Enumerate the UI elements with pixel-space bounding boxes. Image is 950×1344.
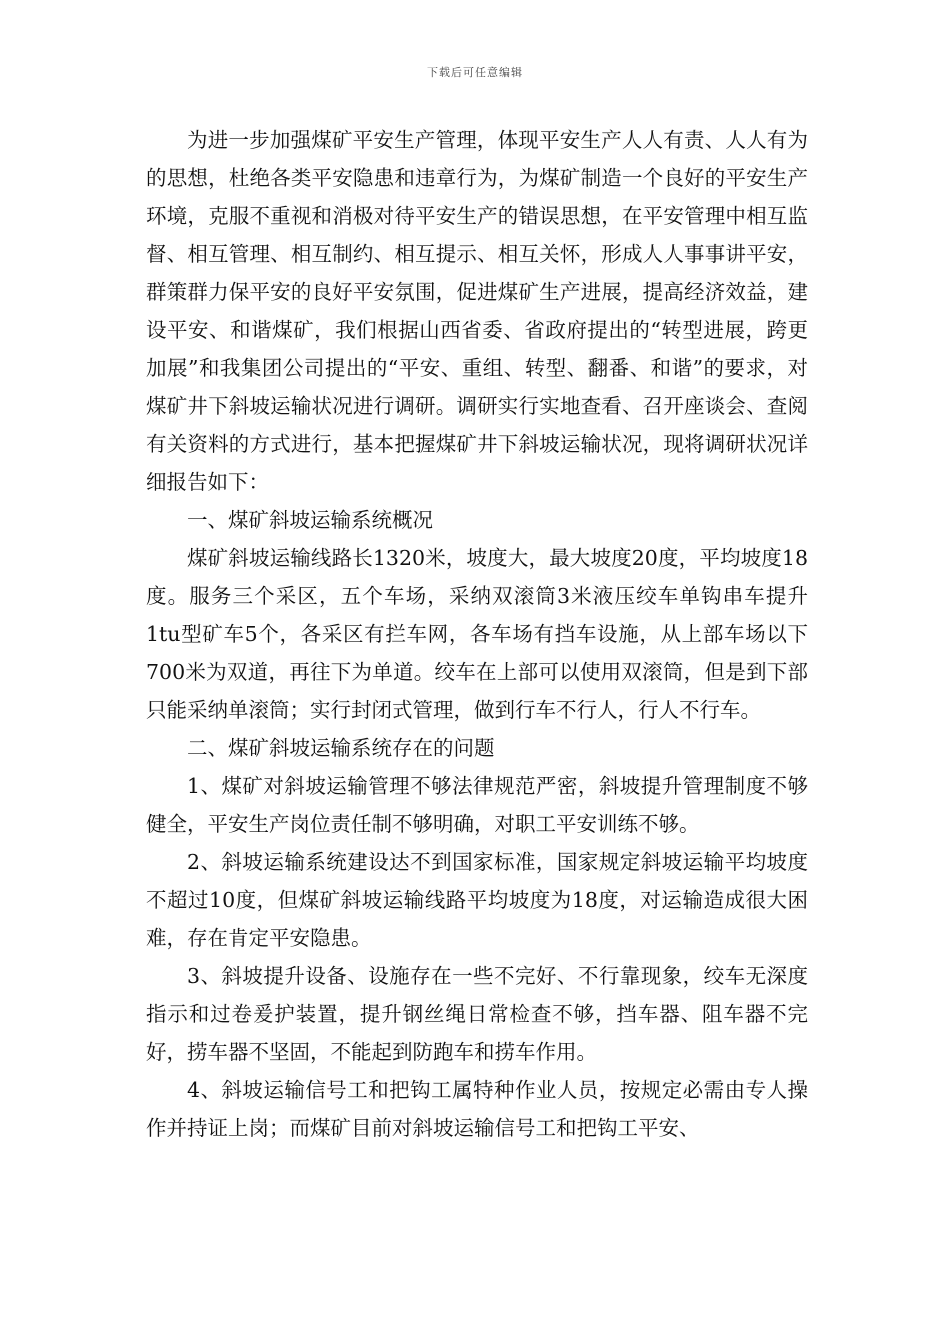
overview-paragraph: 煤矿斜坡运输线路长1320米，坡度大，最大坡度20度，平均坡度18度。服务三个采区，五个车场，采纳双滚筒3米液压绞车单钩串车提升1tu型矿车5个，各采区有拦车网，各车场有挡车设施，从上部车场以下700米为双道，再往下为单道。绞车在上部可以使用双滚筒，但是到下部只能采纳单滚筒；实行封闭式管理，做到行车不行人，行人不行车。 <box>146 546 808 722</box>
intro-paragraph: 为进一步加强煤矿平安生产管理，体现平安生产人人有责、人人有为的思想，杜绝各类平安隐患和违章行为，为煤矿制造一个良好的平安生产环境，克服不重视和消极对待平安生产的错误思想，在平安管理中相互监督、相互管理、相互制约、相互提示、相互关怀，形成人人事事讲平安，群策群力保平安的良好平安氛围，促进煤矿生产进展，提高经济效益，建设平安、和谐煤矿，我们根据山西省委、省政府提出的“转型进展，跨更加展”和我集团公司提出的“平安、重组、转型、翻番、和谐”的要求，对煤矿井下斜坡运输状况进行调研。调研实行实地查看、召开座谈会、查阅有关资料的方式进行，基本把握煤矿井下斜坡运输状况，现将调研状况详细报告如下： <box>146 128 808 494</box>
page-header-note: 下载后可任意编辑 <box>427 66 523 79</box>
document-body <box>146 121 808 1147</box>
problem-item-2: 2、斜坡运输系统建设达不到国家标准，国家规定斜坡运输平均坡度不超过10度，但煤矿斜坡运输线路平均坡度为18度，对运输造成很大困难，存在肯定平安隐患。 <box>146 850 808 950</box>
section-heading-problems: 二、煤矿斜坡运输系统存在的问题 <box>187 736 495 760</box>
problem-item-1: 1、煤矿对斜坡运输管理不够法律规范严密，斜坡提升管理制度不够健全，平安生产岗位责任制不够明确，对职工平安训练不够。 <box>146 774 808 836</box>
section-heading-overview: 一、煤矿斜坡运输系统概况 <box>187 508 433 532</box>
problem-item-3: 3、斜坡提升设备、设施存在一些不完好、不行靠现象，绞车无深度指示和过卷爰护装置，提升钢丝绳日常检查不够，挡车器、阻车器不完好，捞车器不坚固，不能起到防跑车和捞车作用。 <box>146 964 808 1064</box>
problem-item-4: 4、斜坡运输信号工和把钩工属特种作业人员，按规定必需由专人操作并持证上岗；而煤矿目前对斜坡运输信号工和把钩工平安、 <box>146 1078 808 1140</box>
